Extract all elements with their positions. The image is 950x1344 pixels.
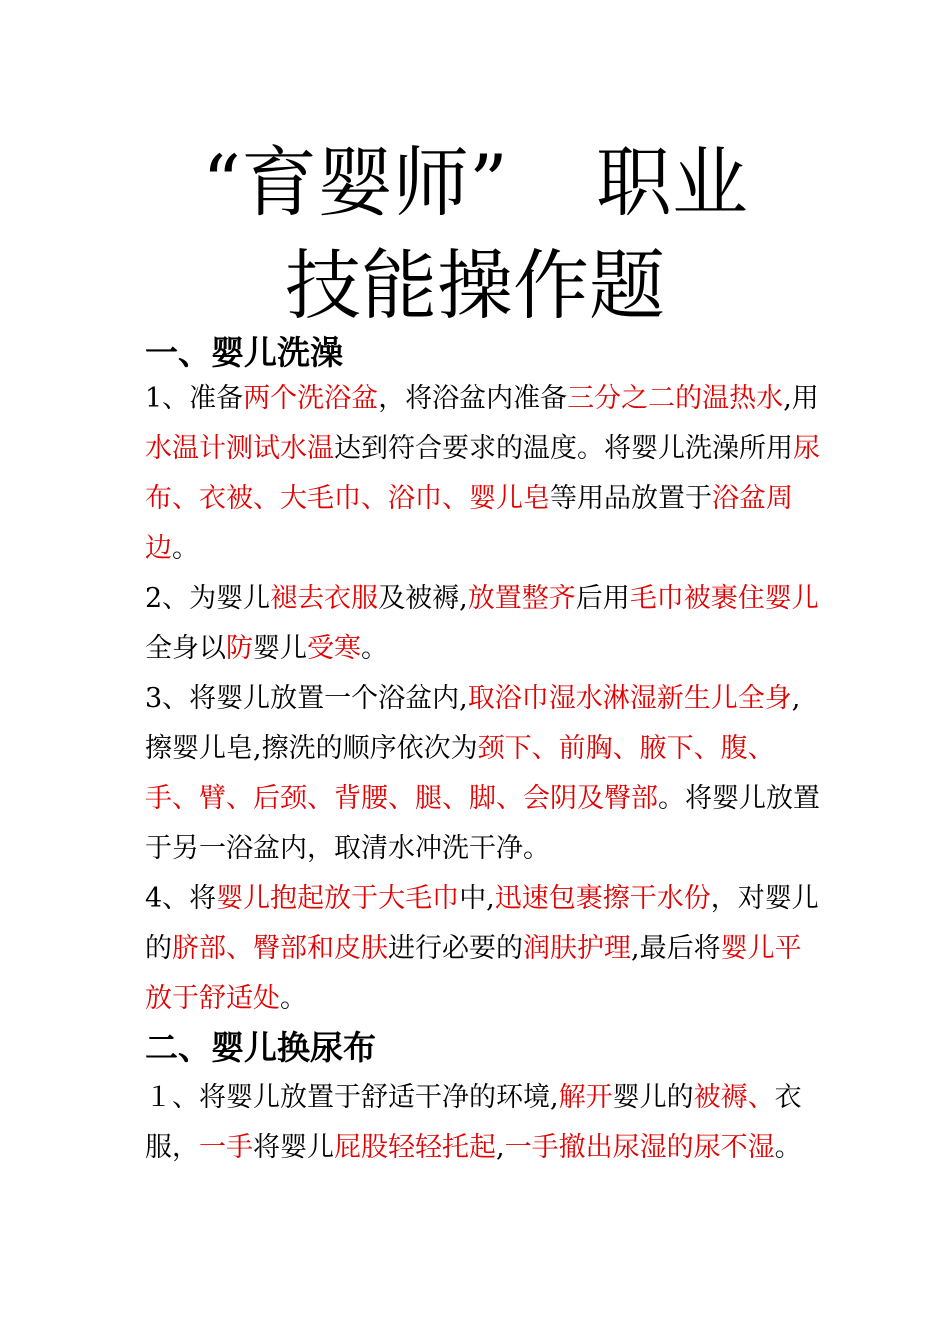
highlighted-text: 浴盆周边 xyxy=(145,483,793,564)
body-text: 达到符合要求的温度。将婴儿洗澡所用 xyxy=(334,433,793,464)
highlighted-text: 毛巾被裹住婴儿 xyxy=(629,583,819,614)
title-quoted-term: “育婴师” xyxy=(202,138,508,227)
highlighted-text: 防 xyxy=(226,633,253,664)
body-text: 及被褥, xyxy=(378,583,468,614)
body-text: 4、将 xyxy=(145,883,217,914)
body-text: ,最后将 xyxy=(631,933,721,964)
body-text: １、将婴儿放置于舒适干净的环境, xyxy=(145,1082,559,1113)
highlighted-text: 水温计测试水温 xyxy=(145,433,334,464)
body-text: 全身以 xyxy=(145,633,226,664)
highlighted-text: 婴儿平放于舒适处 xyxy=(145,933,802,1014)
body-text: 将婴儿 xyxy=(253,1132,334,1163)
body-text: 。将婴儿放置于另一浴盆内，取清水冲洗干净。 xyxy=(145,783,820,864)
body-text: 婴儿的 xyxy=(612,1082,694,1113)
body-text: 等用品放置于 xyxy=(550,483,712,514)
body-text: 进行必要的 xyxy=(388,933,523,964)
title-profession-word: 职业 xyxy=(595,138,748,227)
highlighted-text: 迅速包裹擦干水份 xyxy=(494,883,711,914)
body-text: 3、将婴儿放置一个浴盆内, xyxy=(145,683,468,714)
paragraph-diaper-step-1 xyxy=(145,1073,825,1173)
body-text: 1、准备 xyxy=(145,383,244,414)
body-text: , xyxy=(496,1132,505,1163)
highlighted-text: 颈下、前胸、腋下、腹、手、臂、后颈、背腰、腿、脚、会阴及臀部 xyxy=(145,733,775,814)
body-text: ，将浴盆内准备 xyxy=(378,383,568,414)
body-text: ,擦婴儿皂,擦洗的顺序依次为 xyxy=(145,683,801,764)
body-text: 中, xyxy=(459,883,495,914)
highlighted-text: 尿布、衣被、大毛巾、浴巾、婴儿皂 xyxy=(145,433,820,514)
highlighted-text: 屁股轻轻托起 xyxy=(334,1132,496,1163)
highlighted-text: 受寒 xyxy=(307,633,361,664)
section-heading-bathing: 一、婴儿洗澡 xyxy=(145,333,343,372)
title-line-1 xyxy=(0,135,950,231)
title-line-2: 技能操作题 xyxy=(285,241,665,330)
paragraph-bathing-step-4 xyxy=(145,874,825,1024)
highlighted-text: 褪去衣服 xyxy=(270,583,379,614)
body-text: 。 xyxy=(280,983,307,1014)
highlighted-text: 三分之二的温热水 xyxy=(567,383,784,414)
paragraph-bathing-step-2 xyxy=(145,574,825,674)
paragraph-bathing-step-3 xyxy=(145,674,825,874)
body-text: 后用 xyxy=(575,583,630,614)
highlighted-text: 被褥、 xyxy=(693,1082,775,1113)
highlighted-text: 两个洗浴盆 xyxy=(243,383,379,414)
body-text: ,用 xyxy=(783,383,819,414)
highlighted-text: 婴儿抱起放于大毛巾 xyxy=(216,883,460,914)
body-text: 。 xyxy=(172,533,199,564)
highlighted-text: 放置整齐 xyxy=(467,583,576,614)
highlighted-text: 脐部、臀部和皮肤 xyxy=(172,933,388,964)
paragraph-bathing-step-1 xyxy=(145,374,825,574)
highlighted-text: 解开 xyxy=(558,1082,613,1113)
body-text: 2、为婴儿 xyxy=(145,583,271,614)
highlighted-text: 润肤护理 xyxy=(523,933,631,964)
section-heading-diaper: 二、婴儿换尿布 xyxy=(145,1028,376,1067)
body-text: 婴儿 xyxy=(253,633,307,664)
body-text: 。 xyxy=(361,633,388,664)
highlighted-text: 取浴巾湿水淋湿新生儿全身 xyxy=(467,683,792,714)
body-text: ，对婴儿的 xyxy=(145,883,819,964)
highlighted-text: 一手 xyxy=(199,1132,253,1163)
body-text: 。 xyxy=(774,1132,802,1163)
highlighted-text: 一手撤出尿湿的尿不湿 xyxy=(504,1132,775,1163)
body-text: 衣服， xyxy=(145,1082,802,1163)
